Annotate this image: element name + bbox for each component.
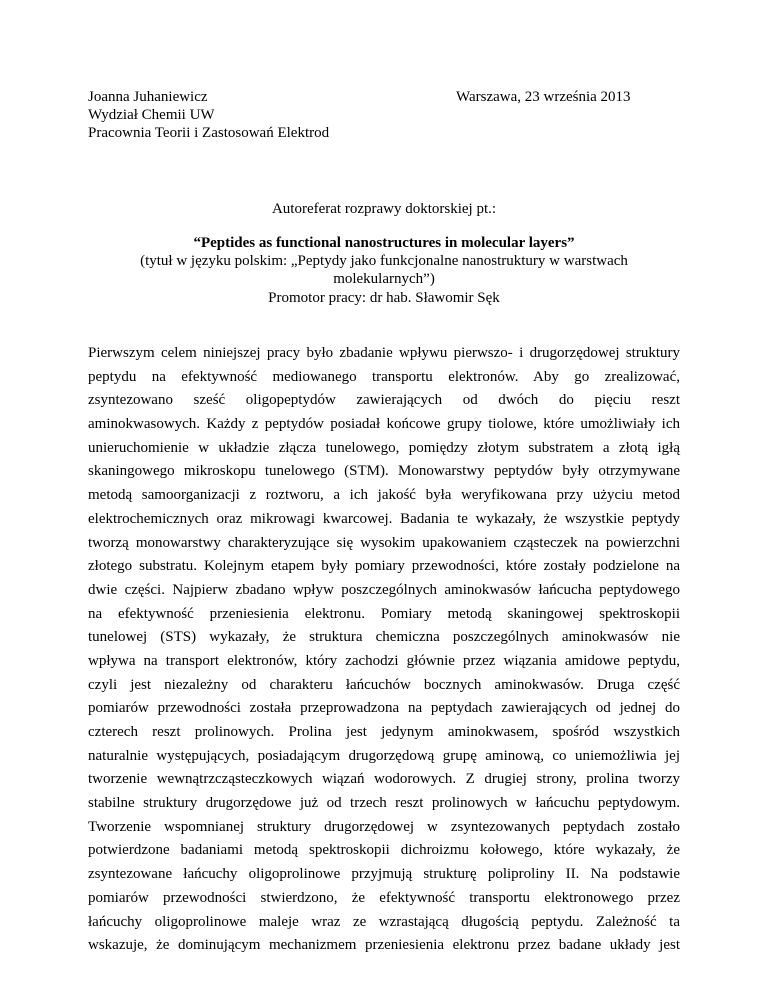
abstract-line: potwierdzone badaniami metodą spektroskopii dichroizmu kołowego, które wykazały, że — [88, 842, 680, 859]
abstract-line: unieruchomienie w układzie złącza tunelowego, pomiędzy złotym substratem a złotą igłą — [88, 439, 680, 456]
abstract-line: aminokwasowych. Każdy z peptydów posiadał końcowe grupy tiolowe, które umożliwiały ich — [88, 416, 680, 433]
abstract-line: skaningowego mikroskopu tunelowego (STM). Monowarstwy peptydów były otrzymywane — [88, 463, 680, 480]
abstract-line: Pierwszym celem niniejszej pracy było zbadanie wpływu pierwszo- i drugorzędowej struktury — [88, 345, 680, 361]
place-date: Warszawa, 23 września 2013 — [456, 89, 631, 105]
thesis-title-english: “Peptides as functional nanostructures in molecular layers” — [193, 235, 575, 251]
abstract-line: czterech reszt prolinowych. Prolina jest jedynym aminokwasem, spośród wszystkich — [88, 724, 680, 740]
supervisor: Promotor pracy: dr hab. Sławomir Sęk — [268, 290, 500, 306]
document-type: Autoreferat rozprawy doktorskiej pt.: — [271, 201, 497, 217]
author-name: Joanna Juhaniewicz — [88, 89, 208, 105]
abstract-line: zsyntezowano sześć oligopeptydów zawierających od dwóch do pięciu reszt — [88, 392, 680, 409]
abstract-line: Tworzenie wspomnianej struktury drugorzędowej w zsyntezowanych peptydach zostało — [88, 818, 680, 835]
abstract-line: łańcuchy oligoprolinowe maleje wraz ze wzrastającą długością peptydu. Zależność ta — [88, 913, 680, 930]
abstract-line: czyli jest niezależny od charakteru łańcuchów bocznych aminokwasów. Druga część — [88, 676, 680, 693]
thesis-title-polish-line1: (tytuł w języku polskim: „Peptydy jako funkcjonalne nanostruktury w warstwach — [140, 253, 628, 269]
abstract-line: tunelowej (STS) wykazały, że struktura chemiczna poszczególnych aminokwasów nie — [88, 629, 680, 646]
abstract-line: metodą samoorganizacji z roztworu, a ich jakość była weryfikowana przy użyciu metod — [88, 487, 680, 504]
abstract-line: tworzą monowarstwy charakteryzujące się wysokim upakowaniem cząsteczek na powierzchni — [88, 534, 680, 551]
abstract-line: dwie części. Najpierw zbadano wpływ poszczególnych aminokwasów łańcucha peptydowego — [88, 581, 680, 598]
abstract-line: wskazuje, że dominującym mechanizmem przeniesienia elektronu przez badane układy jest — [88, 937, 680, 954]
abstract-line: pomiarów przewodności została przeprowadzona na peptydach zawierających od jednej do — [88, 700, 680, 717]
abstract-line: wpływa na transport elektronów, który zachodzi głównie przez wiązania amidowe peptydu, — [88, 652, 680, 669]
abstract-line: elektrochemicznych oraz mikrowagi kwarcowej. Badania te wykazały, że wszystkie peptydy — [88, 510, 680, 527]
abstract-line: stabilne struktury drugorzędowe już od trzech reszt prolinowych w łańcuchu peptydowym. — [88, 795, 680, 812]
author-block — [88, 88, 329, 142]
faculty-name: Wydział Chemii UW — [88, 107, 215, 123]
abstract-paragraph — [88, 342, 680, 958]
abstract-line: tworzenie wewnątrzcząsteczkowych wiązań wodorowych. Z drugiej strony, prolina tworzy — [88, 771, 680, 788]
abstract-line: złotego substratu. Kolejnym etapem były pomiary przewodności, które zostały podzielone na — [88, 558, 680, 575]
lab-name: Pracownia Teorii i Zastosowań Elektrod — [88, 125, 330, 141]
thesis-title-polish-line2: molekularnych”) — [333, 271, 435, 287]
title-block — [88, 234, 680, 288]
abstract-line: zsyntezowane łańcuchy oligoprolinowe przyjmują strukturę poliproliny II. Na podstawie — [88, 866, 680, 883]
abstract-line: na efektywność przeniesienia elektronu. Pomiary metodą skaningowej spektroskopii — [88, 605, 680, 622]
abstract-line: peptydu na efektywność mediowanego transportu elektronów. Aby go zrealizować, — [88, 368, 680, 385]
abstract-line: pomiarów przewodności stwierdzono, że efektywność transportu elektronowego przez — [88, 889, 680, 906]
abstract-line: naturalnie występujących, posiadającym drugorzędową grupę aminową, co uniemożliwia jej — [88, 747, 680, 764]
